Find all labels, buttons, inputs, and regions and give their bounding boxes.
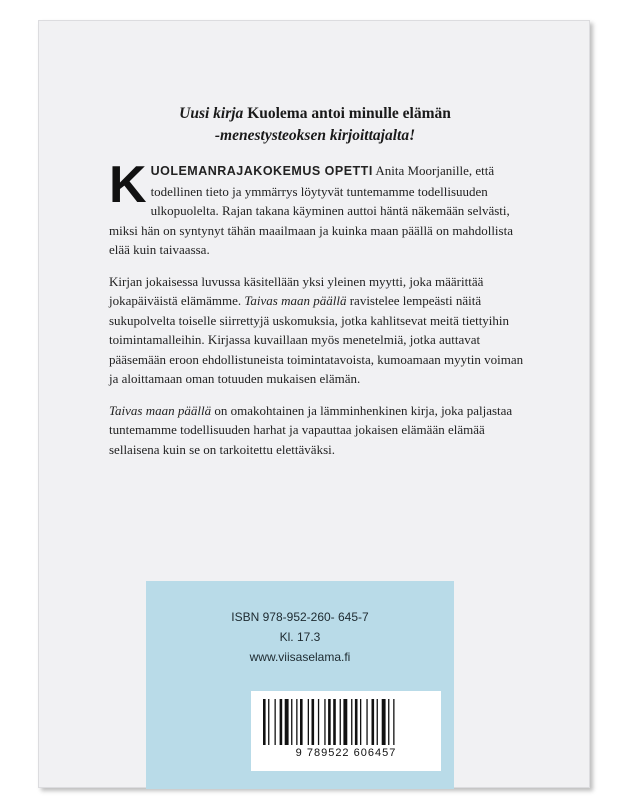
classification: Kl. 17.3 [279, 630, 321, 644]
barcode-bars [261, 699, 431, 747]
paragraph-2-text-a: Kirjan jokaisessa luvussa käsitellään yksi yleinen myytti, joka määrittää jokapäiväistä elämämme. [109, 273, 484, 308]
headline [79, 103, 551, 147]
paragraph-2-text-b: ravistelee lempeästi näitä sukupolvelta toiselle siirrettyjä uskomuksia, jotka kahlitsevat meitä tiettyihin toimintamalleihin. Kirjassa kuvaillaan myös menetelmiä, jotka auttavat pääsemään eroon ehdollistuneista toimintatavoista, kumoamaan myytin voiman ja aloittamaan oman totuuden mukaisen elämän. [109, 293, 524, 386]
lead-caps: UOLEMANRAJAKOKEMUS OPETTI [150, 164, 373, 178]
info-box [146, 581, 454, 789]
headline-regular: Kuolema antoi minulle elämän [243, 105, 451, 122]
drop-cap: K [109, 156, 147, 214]
book-title-inline: Taivas maan päällä [109, 402, 212, 418]
isbn: ISBN 978-952-260- 645-7 [231, 610, 369, 624]
paragraph-2 [109, 272, 529, 389]
paragraph-1 [109, 156, 529, 260]
barcode [251, 691, 441, 771]
paragraph-3-text: on omakohtainen ja lämminhenkinen kirja, joka paljastaa tuntemamme todellisuuden harhat ja vapauttaa jokaisen elämään elämää sellaisena kuin se on tarkoitettu elettäväksi. [109, 402, 513, 457]
headline-line-2: -menestysteoksen kirjoittajalta! [214, 127, 416, 144]
description [109, 156, 529, 471]
book-back-cover [38, 20, 590, 788]
publisher-website: www.viisaselama.fi [249, 650, 351, 664]
barcode-digits: 9 789522 606457 [295, 747, 397, 759]
publication-info [146, 607, 454, 667]
book-title-inline: Taivas maan päällä [244, 293, 347, 308]
paragraph-1-text: Anita Moorjanille, että todellinen tieto ja ymmärrys löytyvät tuntemamme todellisuuden ulkopuolelta. Rajan takana käyminen auttoi häntä näkemään selvästi, miksi hän on syntynyt tähän maailmaan ja kuinka maan päällä on mahdollista elää kuin taivaassa. [109, 163, 513, 257]
paragraph-3 [109, 401, 529, 460]
headline-italic: Uusi kirja [179, 105, 244, 122]
headline-line-1 [79, 103, 551, 125]
